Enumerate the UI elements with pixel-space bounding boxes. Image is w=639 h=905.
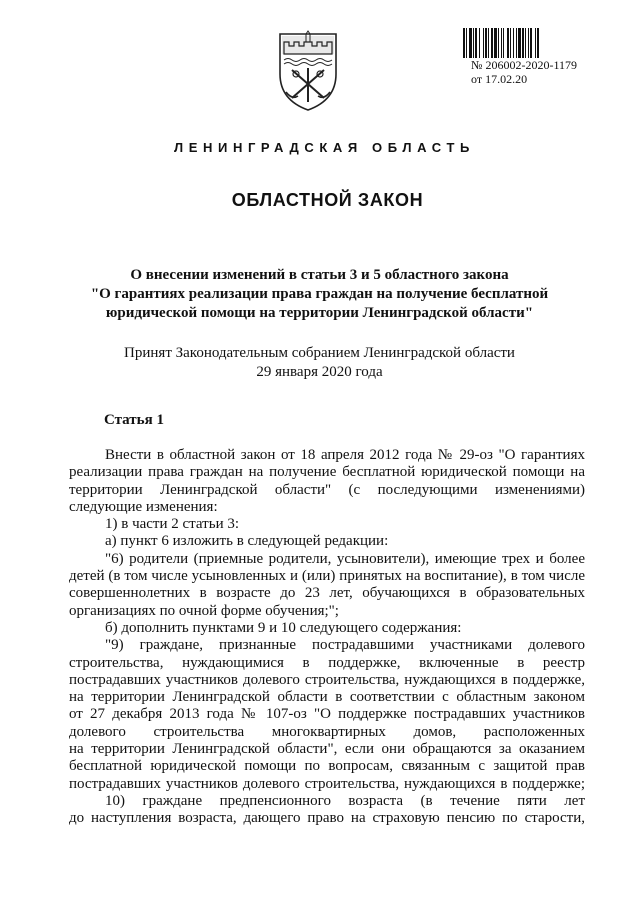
text-line: а) пункт 6 изложить в следующей редакции: <box>105 533 389 550</box>
text-line: строительства, нуждающимися в поддержке, включенные в реестр <box>69 654 585 671</box>
document-type: ОБЛАСТНОЙ ЗАКОН <box>231 190 424 210</box>
text-line: пострадавших участников долевого строительства, нуждающихся в поддержке; <box>69 775 585 792</box>
text-line: б) дополнить пунктами 9 и 10 следующего содержания: <box>105 619 462 636</box>
text-line: 1) в части 2 статьи 3: <box>105 516 240 533</box>
text-line: Внести в областной закон от 18 апреля 2012 года № 29-оз "О гарантиях <box>105 447 585 463</box>
adoption-date: 29 января 2020 года <box>256 364 383 380</box>
article-body <box>69 447 585 828</box>
registration-date: от 17.02.20 <box>471 72 528 86</box>
text-line: долевого строительства многоквартирных домов, расположенных <box>69 723 585 740</box>
text-line: пострадавших участников долевого строительства, нуждающихся в поддержке, <box>69 671 585 688</box>
text-line: организациях по очной форме обучения;"; <box>69 602 339 619</box>
law-title-line: "О гарантиях реализации права граждан на получение бесплатной <box>90 286 549 302</box>
text-line: на территории Ленинградской области", если они обращаются за оказанием <box>69 741 585 758</box>
law-title <box>60 266 579 323</box>
article-heading: Статья 1 <box>104 412 164 428</box>
text-line: следующие изменения: <box>69 498 218 515</box>
barcode-icon <box>462 28 592 58</box>
text-line: территории Ленинградской области" (с последующими изменениями) <box>69 481 585 498</box>
text-line: 10) граждане предпенсионного возраста (в течение пяти лет <box>105 792 585 809</box>
adoption-line: Принят Законодательным собранием Ленинградской области <box>124 345 515 361</box>
region-name: ЛЕНИНГРАДСКАЯ ОБЛАСТЬ <box>174 140 475 155</box>
text-line: реализации права граждан на получение бесплатной юридической помощи на <box>69 464 585 481</box>
law-title-line: О внесении изменений в статьи 3 и 5 областного закона <box>130 267 509 283</box>
text-line: на территории Ленинградской области в соответствии с областным законом <box>69 689 585 706</box>
text-line: бесплатной юридической помощи по вопросам, связанным с защитой прав <box>69 758 585 775</box>
registration-number: № 206002-2020-1179 <box>471 58 577 72</box>
text-line: "9) граждане, признанные пострадавшими участниками долевого <box>105 637 585 654</box>
text-line: до наступления возраста, дающего право на страховую пенсию по старости, <box>69 810 585 827</box>
text-line: от 27 декабря 2013 года № 107-оз "О поддержке пострадавших участников <box>69 706 585 723</box>
text-line: "6) родители (приемные родители, усыновители), имеющие трех и более <box>105 550 585 567</box>
law-title-line: юридической помощи на территории Ленинградской области" <box>105 305 534 321</box>
text-line: детей (в том числе усыновленных и (или) принятых на воспитание), в том числе <box>69 568 585 585</box>
text-line: совершеннолетних в возрасте до 23 лет, обучающихся в образовательных <box>69 585 585 602</box>
leningrad-oblast-coat-of-arms-icon <box>276 30 340 112</box>
adoption-note <box>60 344 579 382</box>
